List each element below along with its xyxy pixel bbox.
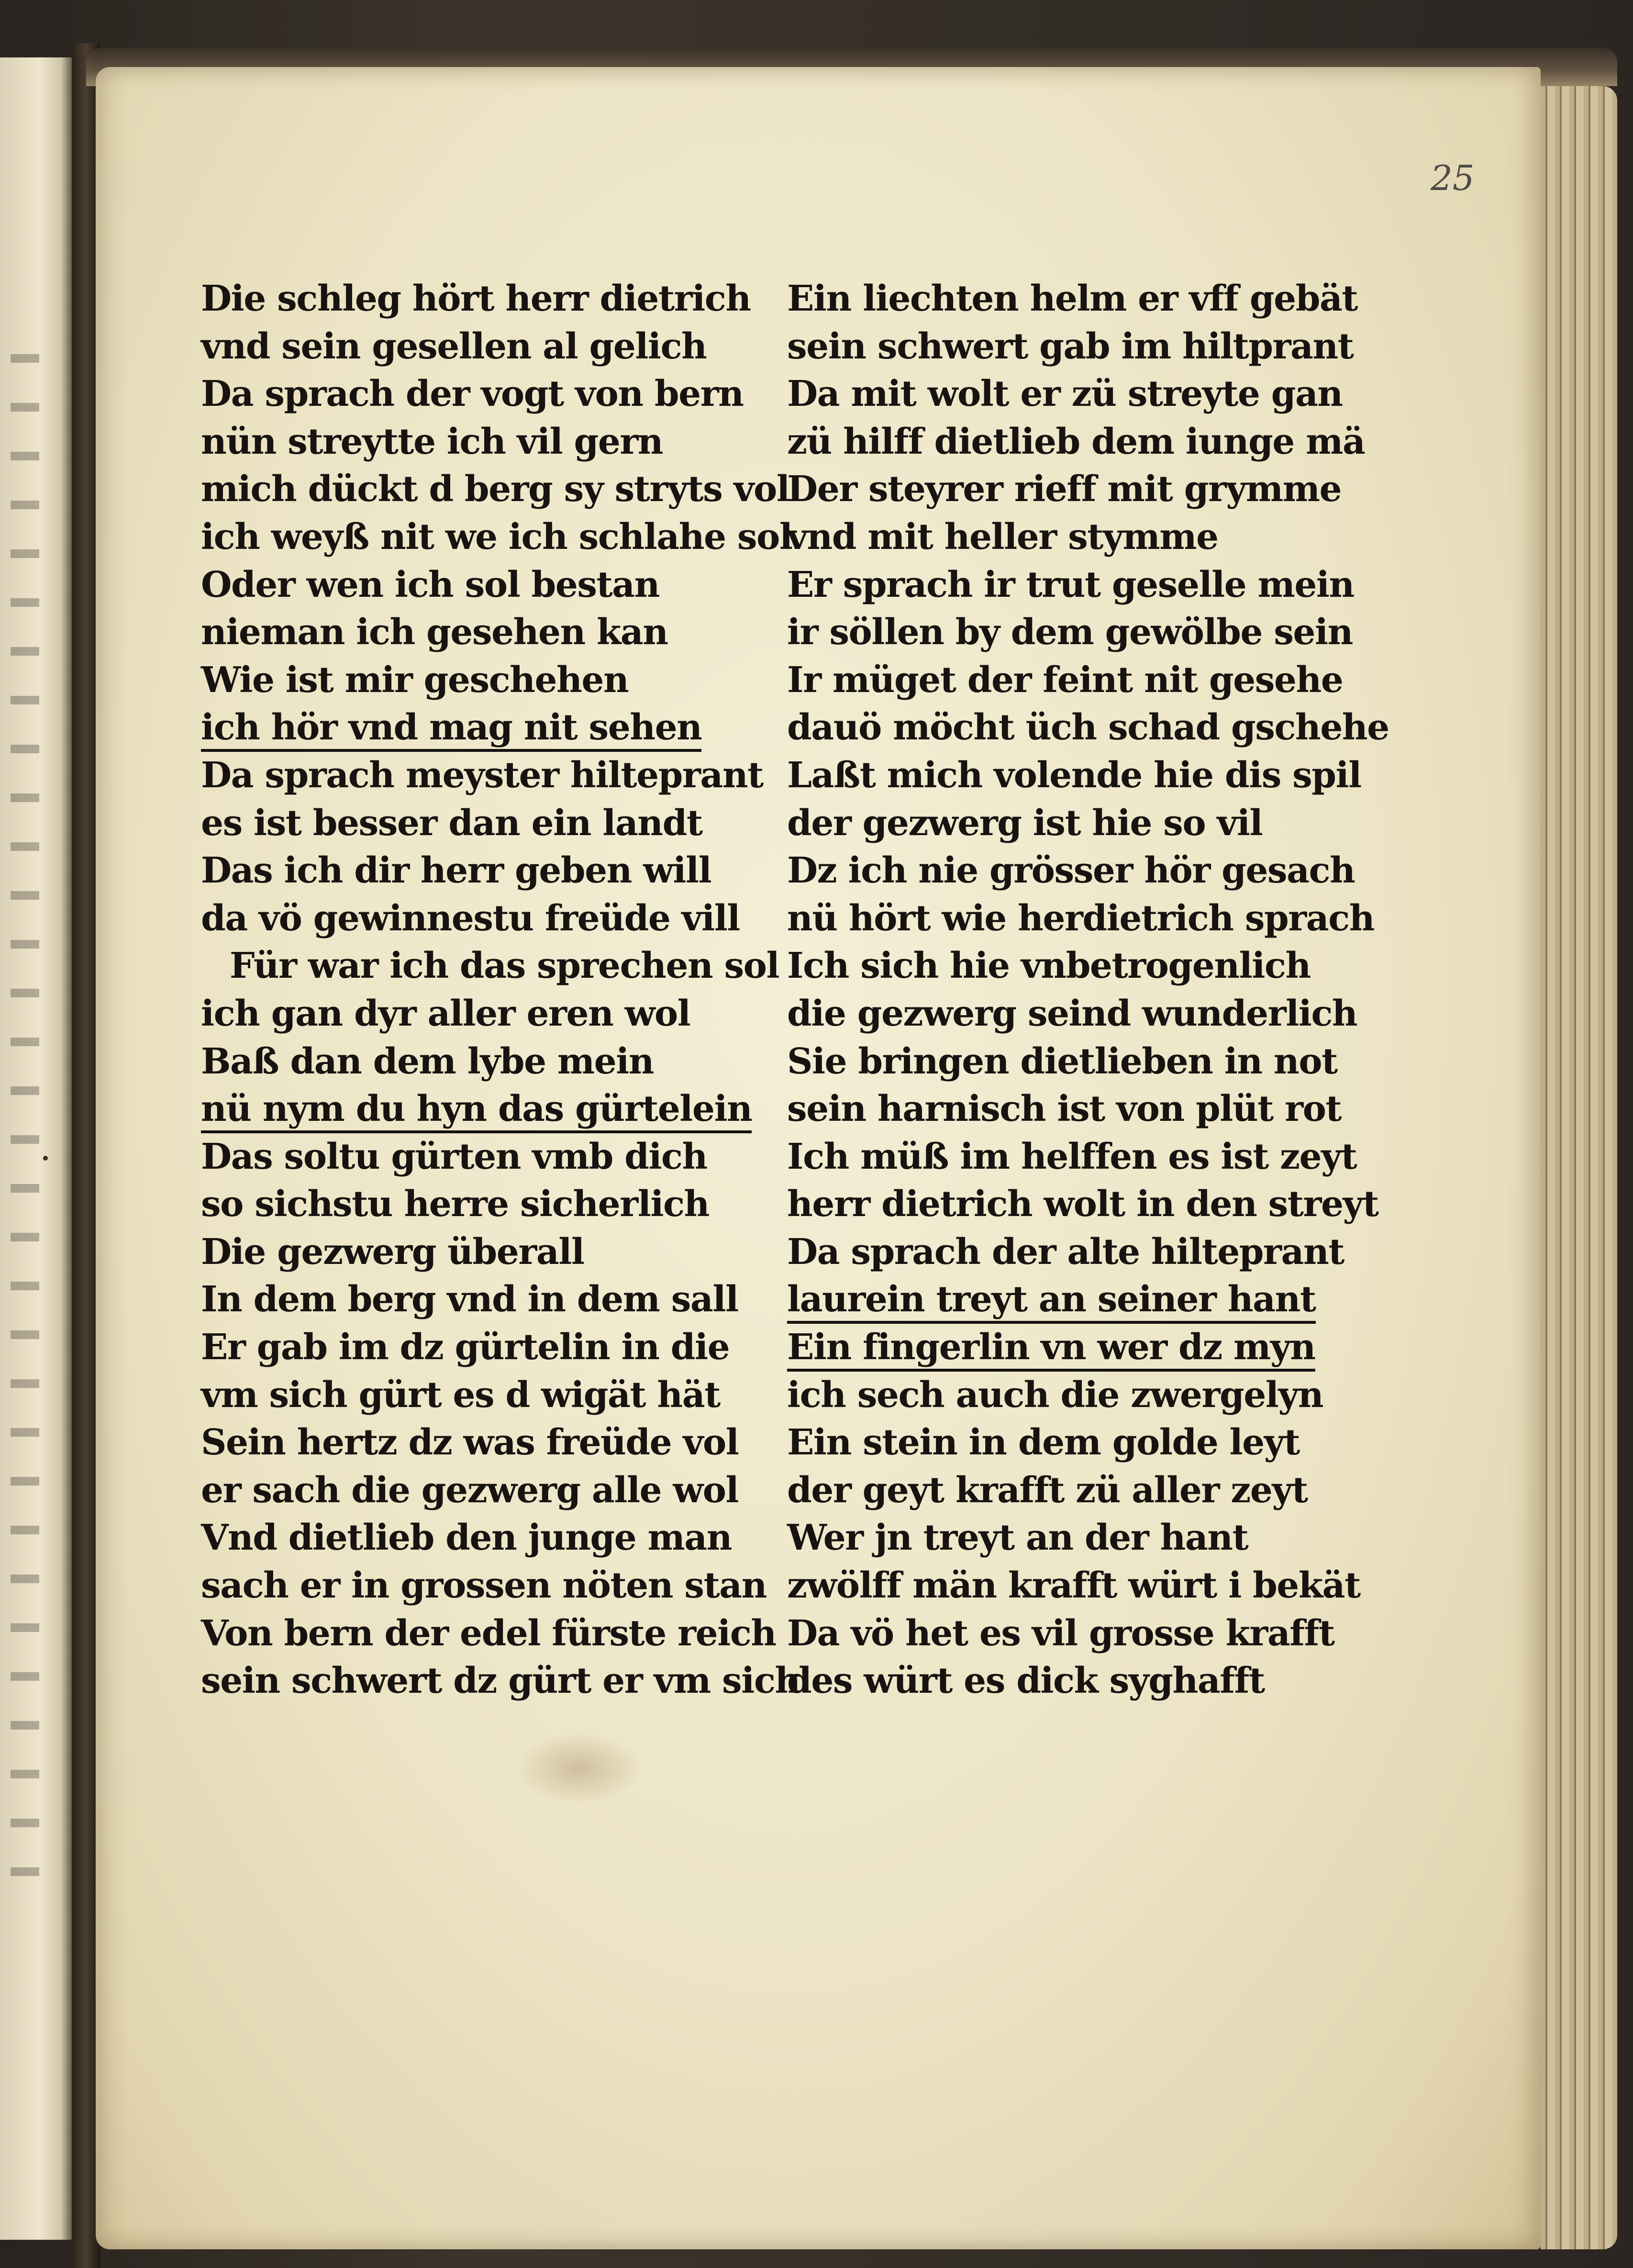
text-line: mich dückt d berg sy stryts vol <box>201 469 789 510</box>
text-line: Die gezwerg überall <box>201 1231 584 1273</box>
text-line: Ein liechten helm er vff gebät <box>787 278 1358 319</box>
text-line: ich weyß nit we ich schlahe sol <box>201 516 792 558</box>
previous-page-edge <box>0 57 72 2240</box>
text-line: Vnd dietlieb den junge man <box>201 1517 732 1559</box>
text-line: Ein stein in dem golde leyt <box>787 1422 1300 1464</box>
text-line: Da vö het es vil grosse krafft <box>787 1612 1334 1654</box>
text-line <box>201 704 833 752</box>
text-line: da vö gewinnestu freüde vill <box>201 897 740 939</box>
text-line: ich sech auch die zwergelyn <box>787 1374 1323 1416</box>
text-line: Ich sich hie vnbetrogenlich <box>787 945 1311 987</box>
text-line <box>787 1324 1419 1372</box>
right-text-column <box>787 275 1419 1705</box>
folio-number: 25 <box>1431 158 1475 198</box>
text-line: Die schleg hört herr dietrich <box>201 278 751 319</box>
text-line: Wie ist mir geschehen <box>201 659 629 701</box>
text-line: dauö möcht üch schad gschehe <box>787 707 1389 749</box>
text-line: Da sprach der vogt von bern <box>201 373 744 415</box>
text-line: zü hilff dietlieb dem iunge mä <box>787 421 1365 462</box>
text-line: Baß dan dem lybe mein <box>201 1040 654 1082</box>
left-text-column <box>201 275 833 1705</box>
text-line: Da mit wolt er zü streyte gan <box>787 373 1343 415</box>
text-line: sein schwert gab im hiltprant <box>787 325 1354 367</box>
text-line: die gezwerg seind wunderlich <box>787 993 1357 1034</box>
text-line: herr dietrich wolt in den streyt <box>787 1184 1378 1225</box>
text-line: Laßt mich volende hie dis spil <box>787 754 1361 796</box>
text-line <box>787 1276 1419 1324</box>
text-line: Er sprach ir trut geselle mein <box>787 564 1354 605</box>
page-block-edge <box>1541 86 1617 2249</box>
underlined-text: ich hör vnd mag nit sehen <box>201 707 701 752</box>
text-line: vm sich gürt es d wigät hät <box>201 1374 720 1416</box>
page-stain <box>517 1732 641 1804</box>
text-line: zwölff män krafft würt i bekät <box>787 1565 1360 1607</box>
text-line: sein schwert dz gürt er vm sich <box>201 1660 800 1702</box>
text-line: sach er in grossen nöten stan <box>201 1565 767 1607</box>
text-line: Der steyrer rieff mit grymme <box>787 469 1342 510</box>
text-line: des würt es dick syghafft <box>787 1660 1265 1702</box>
text-line: vnd mit heller stymme <box>787 516 1218 558</box>
underlined-text: Ein fingerlin vn wer dz myn <box>787 1327 1315 1372</box>
text-line: Wer jn treyt an der hant <box>787 1517 1248 1559</box>
text-line: Da sprach meyster hilteprant <box>201 754 763 796</box>
underlined-text: nü nym du hyn das gürtelein <box>201 1088 752 1133</box>
text-line: vnd sein gesellen al gelich <box>201 325 707 367</box>
text-line: Das soltu gürten vmb dich <box>201 1136 707 1177</box>
underlined-text: laurein treyt an seiner hant <box>787 1279 1316 1324</box>
text-line: Da sprach der alte hilteprant <box>787 1231 1344 1273</box>
previous-page-text-marks <box>11 354 39 1886</box>
text-line: so sichstu herre sicherlich <box>201 1184 709 1225</box>
text-line: der geyt krafft zü aller zeyt <box>787 1469 1308 1511</box>
text-line: sein harnisch ist von plüt rot <box>787 1088 1342 1130</box>
text-line: nieman ich gesehen kan <box>201 612 668 653</box>
margin-mark <box>43 1156 48 1161</box>
text-line: In dem berg vnd in dem sall <box>201 1279 738 1320</box>
text-line: ir söllen by dem gewölbe sein <box>787 612 1353 653</box>
text-line: Er gab im dz gürtelin in die <box>201 1327 730 1368</box>
text-line: nü hört wie herdietrich sprach <box>787 897 1375 939</box>
text-line: Dz ich nie grösser hör gesach <box>787 850 1355 892</box>
text-line: er sach die gezwerg alle wol <box>201 1469 739 1511</box>
text-line: Ir müget der feint nit gesehe <box>787 659 1343 701</box>
text-line: Sie bringen dietlieben in not <box>787 1040 1337 1082</box>
text-line: Ich müß im helffen es ist zeyt <box>787 1136 1357 1177</box>
text-line: es ist besser dan ein landt <box>201 802 702 844</box>
text-line: der gezwerg ist hie so vil <box>787 802 1263 844</box>
text-line: Sein hertz dz was freüde vol <box>201 1422 739 1464</box>
text-line: ich gan dyr aller eren wol <box>201 993 690 1034</box>
text-line: Oder wen ich sol bestan <box>201 564 659 605</box>
text-line <box>201 1085 833 1133</box>
text-line: Für war ich das sprechen sol <box>230 945 779 987</box>
text-line: nün streytte ich vil gern <box>201 421 663 462</box>
text-line: Von bern der edel fürste reich <box>201 1612 776 1654</box>
text-line: Das ich dir herr geben will <box>201 850 711 892</box>
